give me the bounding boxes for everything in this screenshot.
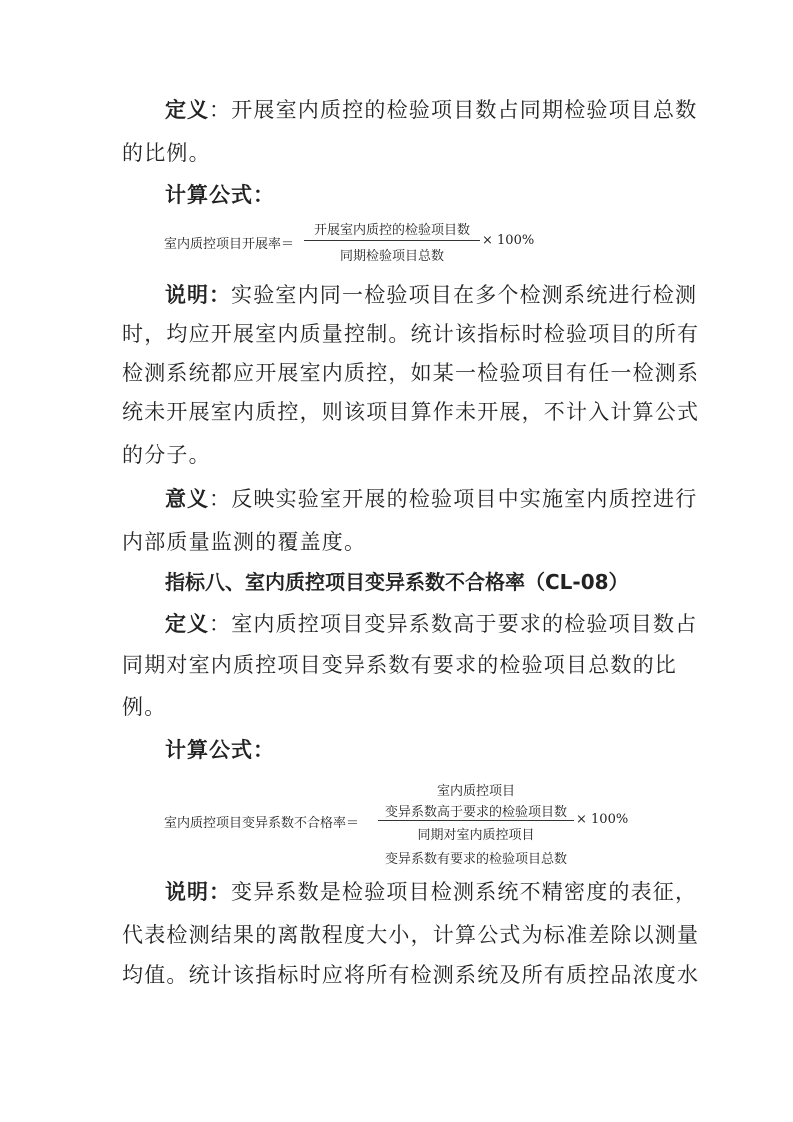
explanation-line-5: 的分子。 xyxy=(122,443,211,467)
explanation-line-1 xyxy=(165,281,697,309)
indicator-heading: 指标八、室内质控项目变异系数不合格率（CL-08） xyxy=(165,570,629,594)
explanation2-label: 说明 xyxy=(165,880,209,904)
formula2-lhs: 室内质控项目变异系数不合格率＝ xyxy=(164,816,360,831)
formula2-denominator-b: 变异系数有要求的检验项目总数 xyxy=(384,852,567,867)
definition2-label: 定义 xyxy=(165,612,209,636)
explanation-line-3: 检测系统都应开展室内质控，如某一检验项目有任一检测系 xyxy=(122,361,700,385)
colon: ： xyxy=(209,283,231,307)
significance-line-1 xyxy=(165,485,697,513)
explanation2-line-2: 代表检测结果的离散程度大小，计算公式为标准差除以测量 xyxy=(122,923,700,947)
definition-line-2: 的比例。 xyxy=(122,141,211,165)
formula-heading: 计算公式： xyxy=(165,183,275,207)
formula-lhs: 室内质控项目开展率＝ xyxy=(164,237,295,252)
definition2-line-2: 同期对室内质控项目变异系数有要求的检验项目总数的比 xyxy=(122,653,677,677)
formula2-numerator-a: 室内质控项目 xyxy=(436,784,515,799)
explanation-text: 实验室内同一检验项目在多个检测系统进行检测 xyxy=(231,283,698,307)
significance-text: 反映实验室开展的检验项目中实施室内质控进行 xyxy=(231,487,698,511)
colon: ： xyxy=(209,612,232,636)
explanation-label: 说明 xyxy=(165,283,209,307)
significance-line-2: 内部质量监测的覆盖度。 xyxy=(122,530,367,554)
definition-label: 定义 xyxy=(165,98,209,122)
definition2-text: 室内质控项目变异系数高于要求的检验项目数占 xyxy=(231,612,698,636)
formula2-numerator-b: 变异系数高于要求的检验项目数 xyxy=(384,805,567,820)
formula-numerator: 开展室内质控的检验项目数 xyxy=(313,223,470,238)
definition-text: 开展室内质控的检验项目数占同期检验项目总数 xyxy=(231,98,698,122)
formula2-multiplier: × 100% xyxy=(576,812,629,827)
colon: ： xyxy=(209,98,232,122)
formula2-denominator-a: 同期对室内质控项目 xyxy=(417,828,535,843)
formula-denominator: 同期检验项目总数 xyxy=(339,249,444,264)
definition-line-1 xyxy=(165,96,697,124)
explanation2-line-3: 均值。统计该指标时应将所有检测系统及所有质控品浓度水 xyxy=(122,963,700,987)
colon: ： xyxy=(209,487,232,511)
fraction-bar xyxy=(378,820,574,821)
explanation-line-2: 时，均应开展室内质量控制。统计该指标时检验项目的所有 xyxy=(122,322,700,346)
definition2-line-3: 例。 xyxy=(122,695,167,719)
formula-multiplier: × 100% xyxy=(482,233,535,248)
significance-label: 意义 xyxy=(165,487,209,511)
formula2-heading: 计算公式： xyxy=(165,738,275,762)
explanation2-line-1 xyxy=(165,878,697,906)
colon: ： xyxy=(209,880,231,904)
explanation-line-4: 统未开展室内质控，则该项目算作未开展，不计入计算公式 xyxy=(122,400,700,424)
explanation2-text: 变异系数是检验项目检测系统不精密度的表征， xyxy=(231,880,698,904)
definition2-line-1 xyxy=(165,610,697,638)
fraction-bar xyxy=(304,240,480,241)
